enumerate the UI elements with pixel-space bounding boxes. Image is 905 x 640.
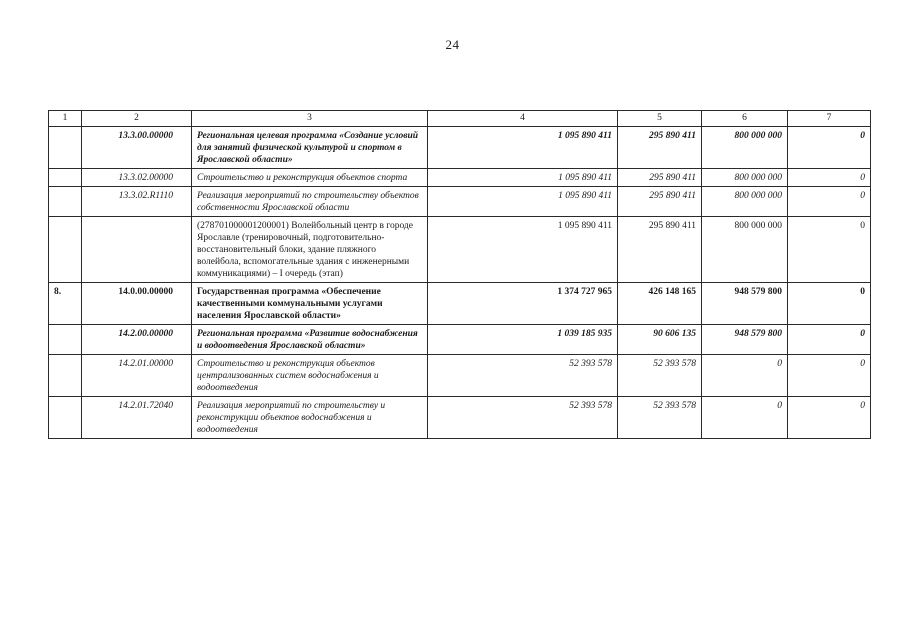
table-row (49, 283, 871, 325)
amount-col-7: 0 (788, 325, 871, 355)
budget-code: 14.2.01.72040 (82, 397, 192, 439)
header-col-1: 1 (49, 111, 82, 127)
budget-code: 14.2.00.00000 (82, 325, 192, 355)
amount-col-5: 295 890 411 (618, 187, 702, 217)
amount-col-4: 1 095 890 411 (428, 127, 618, 169)
row-number (49, 169, 82, 187)
amount-col-6: 948 579 800 (702, 325, 788, 355)
amount-col-5: 52 393 578 (618, 397, 702, 439)
budget-code: 13.3.02.00000 (82, 169, 192, 187)
budget-code: 14.2.01.00000 (82, 355, 192, 397)
program-name: Государственная программа «Обеспечение качественными коммунальными услугами населения Ярославской области» (192, 283, 428, 325)
row-number (49, 355, 82, 397)
table-row (49, 187, 871, 217)
row-number (49, 397, 82, 439)
amount-col-5: 295 890 411 (618, 127, 702, 169)
amount-col-5: 295 890 411 (618, 217, 702, 283)
amount-col-7: 0 (788, 283, 871, 325)
header-col-3: 3 (192, 111, 428, 127)
table-row (49, 127, 871, 169)
program-name: Строительство и реконструкция объектов спорта (192, 169, 428, 187)
budget-table (48, 110, 871, 439)
budget-code: 13.3.00.00000 (82, 127, 192, 169)
header-col-7: 7 (788, 111, 871, 127)
table-body (49, 127, 871, 439)
amount-col-4: 1 039 185 935 (428, 325, 618, 355)
header-col-2: 2 (82, 111, 192, 127)
amount-col-6: 0 (702, 355, 788, 397)
amount-col-6: 0 (702, 397, 788, 439)
amount-col-6: 800 000 000 (702, 217, 788, 283)
row-number: 8. (49, 283, 82, 325)
row-number (49, 187, 82, 217)
header-col-6: 6 (702, 111, 788, 127)
program-name: (278701000001200001) Волейбольный центр в городе Ярославле (тренировочный, подготовительно-восстановительный блоки, здание пляжного волейбола, вспомогательные здания с инженерными коммуникациями) – I очередь (этап) (192, 217, 428, 283)
program-name: Реализация мероприятий по строительству и реконструкции объектов водоснабжения и водоотведения (192, 397, 428, 439)
amount-col-5: 426 148 165 (618, 283, 702, 325)
amount-col-6: 800 000 000 (702, 127, 788, 169)
amount-col-7: 0 (788, 355, 871, 397)
amount-col-7: 0 (788, 187, 871, 217)
program-name: Региональная программа «Развитие водоснабжения и водоотведения Ярославской области» (192, 325, 428, 355)
table-row (49, 325, 871, 355)
amount-col-4: 1 374 727 965 (428, 283, 618, 325)
program-name: Реализация мероприятий по строительству объектов собственности Ярославской области (192, 187, 428, 217)
header-col-5: 5 (618, 111, 702, 127)
table-row (49, 217, 871, 283)
amount-col-4: 1 095 890 411 (428, 187, 618, 217)
amount-col-7: 0 (788, 127, 871, 169)
amount-col-4: 52 393 578 (428, 355, 618, 397)
table-row (49, 397, 871, 439)
program-name: Строительство и реконструкция объектов централизованных систем водоснабжения и водоотведения (192, 355, 428, 397)
amount-col-7: 0 (788, 397, 871, 439)
row-number (49, 325, 82, 355)
table-row (49, 355, 871, 397)
amount-col-4: 1 095 890 411 (428, 169, 618, 187)
program-name: Региональная целевая программа «Создание условий для занятий физической культурой и спортом в Ярославской области» (192, 127, 428, 169)
budget-code: 13.3.02.R1110 (82, 187, 192, 217)
amount-col-5: 52 393 578 (618, 355, 702, 397)
budget-code (82, 217, 192, 283)
page-number: 24 (445, 37, 460, 52)
amount-col-6: 800 000 000 (702, 169, 788, 187)
amount-col-4: 1 095 890 411 (428, 217, 618, 283)
table-header-row (49, 111, 871, 127)
budget-code: 14.0.00.00000 (82, 283, 192, 325)
table-row (49, 169, 871, 187)
header-col-4: 4 (428, 111, 618, 127)
amount-col-6: 948 579 800 (702, 283, 788, 325)
amount-col-7: 0 (788, 217, 871, 283)
amount-col-5: 90 606 135 (618, 325, 702, 355)
amount-col-7: 0 (788, 169, 871, 187)
amount-col-5: 295 890 411 (618, 169, 702, 187)
amount-col-6: 800 000 000 (702, 187, 788, 217)
row-number (49, 217, 82, 283)
row-number (49, 127, 82, 169)
amount-col-4: 52 393 578 (428, 397, 618, 439)
